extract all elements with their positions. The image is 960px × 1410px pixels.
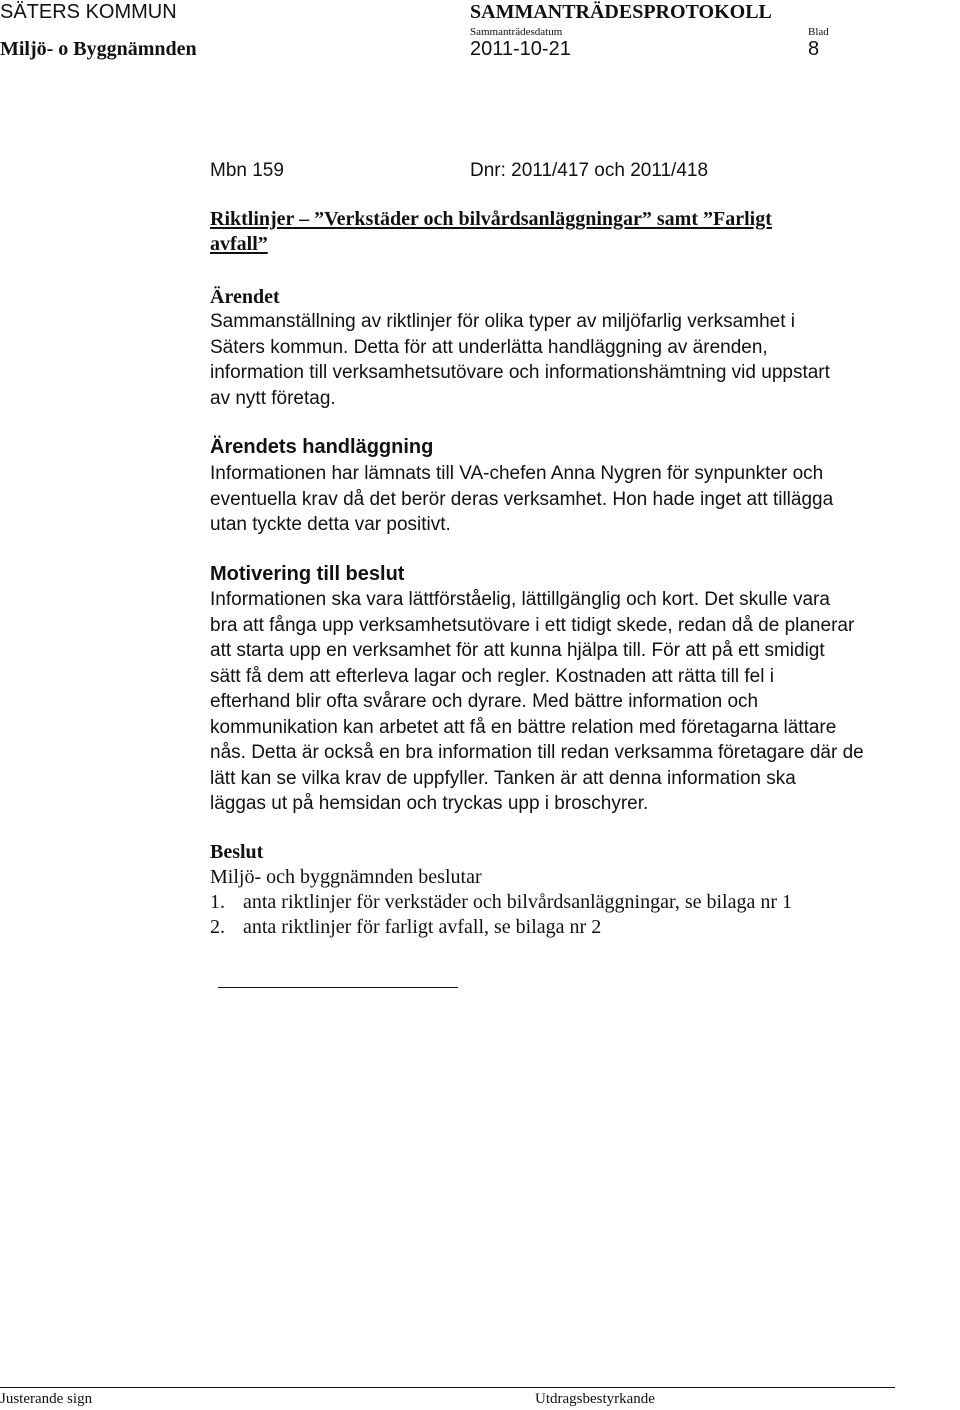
- case-title-line: avfall”: [210, 233, 268, 255]
- meeting-date: 2011-10-21: [470, 38, 571, 60]
- body-line: bra att fånga upp verksamhetsutövare i ett tidigt skede, redan då de planerar: [210, 614, 855, 636]
- case-dnr: Dnr: 2011/417 och 2011/418: [470, 160, 709, 181]
- section-body-beslut: [210, 865, 900, 940]
- department-name: Miljö- o Byggnämnden: [0, 38, 197, 60]
- beslut-item: [210, 890, 900, 915]
- closing-rule: [218, 987, 458, 988]
- footer-rule: [0, 1387, 895, 1388]
- date-label: Sammanträdesdatum: [470, 26, 563, 38]
- case-number: Mbn 159: [210, 160, 284, 181]
- body-line: lätt kan se vilka krav de uppfyller. Tanken är att denna information ska: [210, 767, 796, 789]
- section-body-motivering: [210, 587, 900, 817]
- body-line: eventuella krav då det berör deras verksamhet. Hon hade inget att tillägga: [210, 488, 834, 510]
- beslut-item-number: 1.: [210, 891, 225, 913]
- section-heading-motivering: Motivering till beslut: [210, 563, 405, 585]
- case-title: [210, 207, 900, 257]
- body-line: Säters kommun. Detta för att underlätta handläggning av ärenden,: [210, 336, 768, 358]
- page-label: Blad: [808, 26, 829, 38]
- section-body-arendet: [210, 309, 900, 411]
- section-body-handlaggning: [210, 461, 900, 538]
- section-heading-beslut: Beslut: [210, 841, 264, 863]
- footer-utdragsbestyrkande: Utdragsbestyrkande: [535, 1391, 655, 1407]
- body-line: sätt få dem att efterleva lagar och regler. Kostnaden att rätta till fel i: [210, 665, 774, 687]
- body-line: utan tyckte detta var positivt.: [210, 514, 451, 535]
- beslut-item-text: anta riktlinjer för verkstäder och bilvårdsanläggningar, se bilaga nr 1: [243, 891, 793, 913]
- body-line: Informationen har lämnats till VA-chefen Anna Nygren för synpunkter och: [210, 463, 824, 484]
- section-heading-arendet: Ärendet: [210, 286, 280, 308]
- beslut-item-text: anta riktlinjer för farligt avfall, se bilaga nr 2: [243, 916, 602, 938]
- beslut-intro: Miljö- och byggnämnden beslutar: [210, 866, 482, 888]
- body-line: Informationen ska vara lättförståelig, lättillgänglig och kort. Det skulle vara: [210, 589, 830, 610]
- body-line: av nytt företag.: [210, 387, 336, 409]
- body-line: information till verksamhetsutövare och informationshämtning vid uppstart: [210, 362, 830, 383]
- document-type: SAMMANTRÄDESPROTOKOLL: [470, 1, 772, 23]
- beslut-item-number: 2.: [210, 916, 225, 938]
- page-number: 8: [808, 38, 820, 60]
- body-line: kommunikation kan arbetet att få en bättre relation med företagarna lättare: [210, 716, 837, 738]
- body-line: nås. Detta är också en bra information till redan verksamma företagare där de: [210, 742, 864, 763]
- case-title-line: Riktlinjer – ”Verkstäder och bilvårdsanläggningar” samt ”Farligt: [210, 208, 772, 230]
- body-line: Sammanställning av riktlinjer för olika typer av miljöfarlig verksamhet i: [210, 311, 795, 332]
- beslut-item: [210, 915, 900, 940]
- section-heading-handlaggning: Ärendets handläggning: [210, 436, 434, 458]
- body-line: att starta upp en verksamhet för att kunna hjälpa till. För att på ett smidigt: [210, 640, 825, 661]
- body-line: läggas ut på hemsidan och tryckas upp i broschyrer.: [210, 793, 649, 814]
- footer-justerande-sign: Justerande sign: [0, 1391, 93, 1407]
- body-line: efterhand blir ofta svårare och dyrare. Med bättre information och: [210, 691, 759, 712]
- org-name: SÄTERS KOMMUN: [0, 1, 177, 23]
